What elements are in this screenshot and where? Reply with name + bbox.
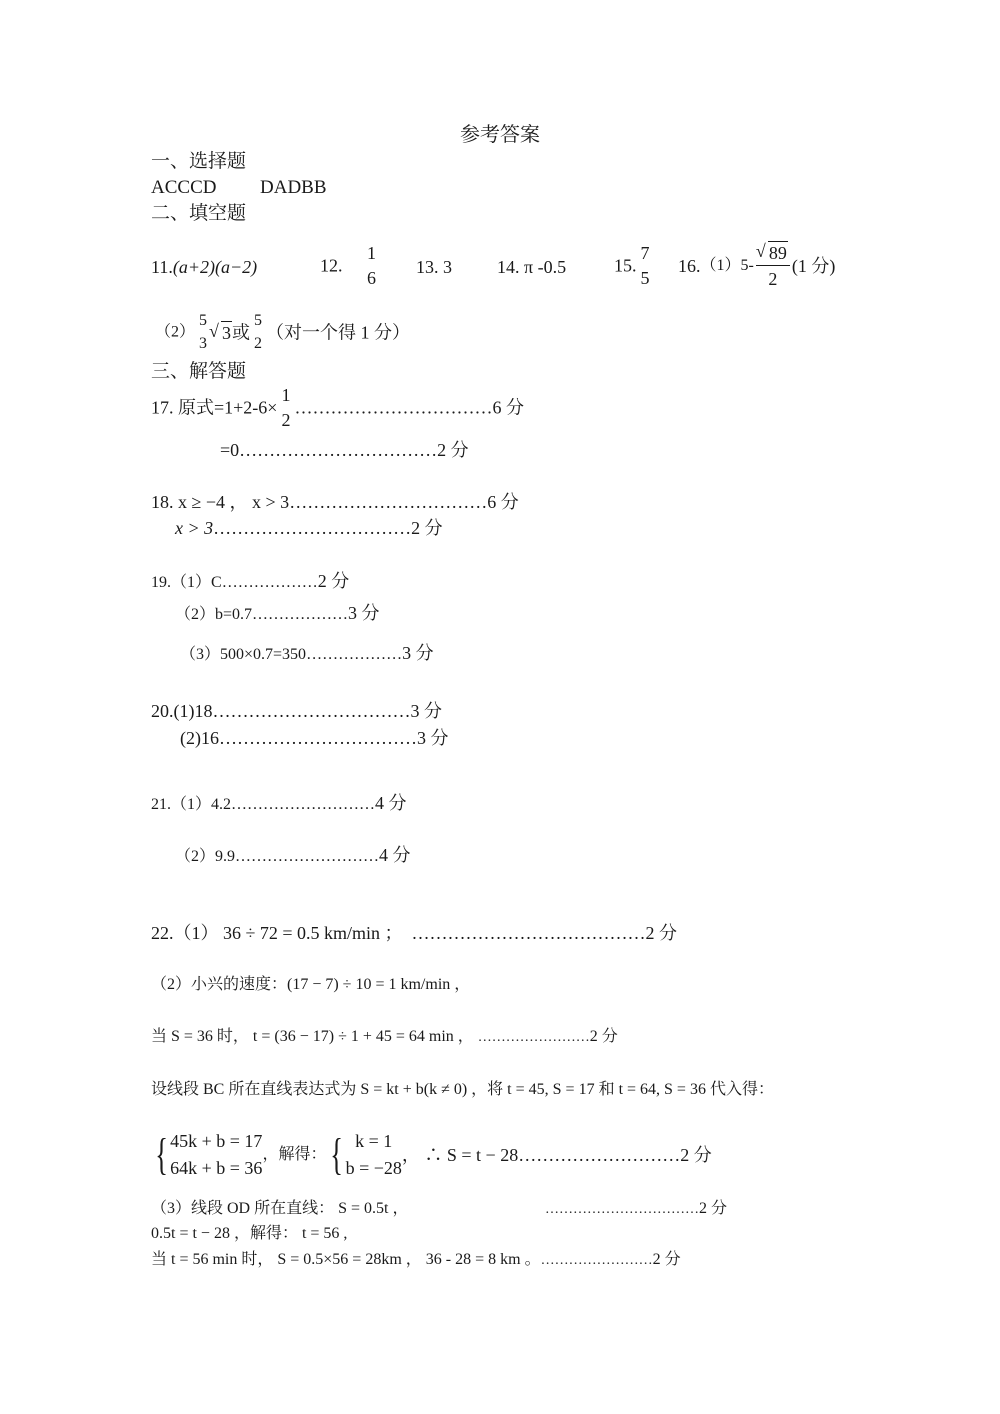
answer-q22-part2-speed: （2）小兴的速度：(17 − 7) ÷ 10 = 1 km/min ，	[151, 976, 471, 993]
q20-part2-answer: (2)16	[180, 728, 219, 748]
q16-part1-prefix: 5-	[740, 257, 754, 274]
q16-part2-sqrt	[211, 324, 232, 342]
q20-part1-score: 3 分	[410, 701, 442, 721]
q18-line2-dots: ……………………………	[213, 518, 412, 538]
q16-label: 16.	[678, 256, 701, 276]
q12-denominator: 6	[367, 268, 376, 288]
q18-line1-expression: 18. x ≥ −4 ， x > 3	[151, 492, 290, 512]
q22-part3-expression: （3）线段 OD 所在直线： S = 0.5t ，	[151, 1200, 409, 1217]
q17-line2-dots: ……………………………	[239, 440, 438, 460]
q22-solution-k: k = 1	[355, 1131, 393, 1151]
answer-q15	[614, 244, 654, 287]
q20-part1-dots: ……………………………	[212, 701, 411, 721]
q19-part2-score: 3 分	[348, 603, 380, 623]
q19-part2-dots: ………………	[252, 606, 349, 623]
q21-part1-answer: 21.（1）4.2	[151, 796, 232, 813]
q19-part3-dots: ………………	[306, 646, 403, 663]
q14-label: 14.	[497, 257, 520, 277]
q22-system-eq1: 45k + b = 17	[170, 1131, 263, 1151]
q21-part1-dots: ………………………	[231, 796, 376, 813]
q19-part3-answer: （3）500×0.7=350	[180, 646, 307, 663]
q20-part2-score: 3 分	[417, 728, 449, 748]
q18-line2-score: 2 分	[411, 518, 443, 538]
answer-q16-part2	[155, 313, 410, 352]
q21-part2-answer: （2）9.9	[175, 848, 236, 865]
q16-part2-label: （2）	[155, 323, 196, 341]
answer-q22-part2-system	[151, 1128, 712, 1182]
q19-part2-answer: （2）b=0.7	[175, 606, 253, 623]
q12-fraction	[365, 244, 378, 287]
q22-solution-b: b = −28	[345, 1158, 402, 1178]
left-brace-icon: {	[330, 1130, 344, 1179]
answer-q18-line1	[151, 493, 519, 511]
q22-part1-answer: 22.（1） 36 ÷ 72 = 0.5 km/min ；	[151, 923, 403, 943]
q13-answer: 3	[443, 257, 452, 277]
q22-part3-result-score: 2 分	[652, 1251, 681, 1268]
q22-equation-system	[170, 1128, 262, 1182]
q16-part1-denominator: 2	[768, 269, 778, 289]
q16-part2-note: （对一个得 1 分）	[266, 322, 411, 343]
q17-line1-score: 6 分	[492, 397, 524, 418]
q11-answer: (a+2)(a−2)	[172, 257, 258, 277]
q22-part2-time-score: 2 分	[589, 1028, 618, 1045]
q16-part1-label: （1）	[700, 257, 741, 274]
answer-q22-part1	[151, 924, 677, 942]
q16-part2-fraction1-denominator: 3	[199, 335, 208, 352]
q21-part1-score: 4 分	[375, 793, 407, 813]
q11-label: 11.	[151, 257, 173, 277]
answer-q21-part2	[175, 846, 411, 865]
q22-result-score: 2 分	[680, 1145, 712, 1165]
answer-q14	[497, 258, 566, 276]
answer-q20-part2	[180, 729, 449, 747]
q17-denominator: 2	[281, 410, 291, 430]
q15-label: 15.	[614, 255, 637, 276]
answer-q20-part1	[151, 702, 442, 720]
q22-part3-result-expression: 当 t = 56 min 时， S = 0.5×56 = 28km ， 36 - 28 = 8 km 。	[151, 1251, 541, 1268]
q17-numerator: 1	[281, 385, 291, 405]
q15-numerator: 7	[640, 243, 650, 263]
q16-part2-fraction1-numerator: 5	[199, 312, 208, 329]
q20-part2-dots: ……………………………	[219, 728, 417, 748]
answer-q22-part2-time	[151, 1029, 618, 1045]
q17-line1-expression: 17. 原式=1+2-6×	[151, 397, 278, 418]
q13-label: 13.	[416, 257, 439, 277]
q16-part2-radicand: 3	[222, 322, 232, 343]
q22-part3-score-value: 2 分	[699, 1200, 728, 1217]
q18-line2-expression: x > 3	[175, 518, 214, 538]
answer-q19-part3	[180, 644, 434, 663]
answer-q12	[320, 244, 380, 287]
q14-answer: π -0.5	[524, 257, 567, 277]
q15-fraction	[639, 244, 652, 287]
q12-numerator: 1	[367, 243, 376, 263]
q16-part1-score: (1 分)	[791, 256, 836, 276]
answer-q22-part3-solve: 0.5t = t − 28 ，解得： t = 56 ,	[151, 1225, 348, 1242]
answer-q21-part1	[151, 794, 407, 813]
q15-denominator: 5	[640, 268, 650, 288]
answer-q22-part3-result	[151, 1252, 681, 1268]
answer-q22-part2-setup: 设线段 BC 所在直线表达式为 S = kt + b(k ≠ 0) ，将 t = 45, S = 17 和 t = 64, S = 36 代入得：	[151, 1081, 774, 1098]
q22-part1-dots: …………………………………	[411, 923, 646, 943]
page-title: 参考答案	[460, 124, 540, 146]
answer-q11	[151, 258, 257, 276]
q22-solve-word: ，解得：	[262, 1146, 327, 1163]
q17-fraction	[279, 386, 292, 429]
q19-part1-answer: 19.（1）C	[151, 574, 222, 591]
q21-part2-dots: ………………………	[235, 848, 380, 865]
choice-answers-1-5: ACCCD	[151, 177, 217, 198]
answer-q19-part1	[151, 572, 349, 591]
q12-label: 12.	[320, 255, 343, 276]
q16-part2-fraction2-numerator: 5	[254, 312, 263, 329]
answer-q17-line2	[220, 441, 469, 459]
section-heading-fill: 二、填空题	[151, 203, 247, 224]
q22-result-dots: ………………………	[518, 1145, 681, 1165]
q19-part1-dots: ………………	[221, 574, 318, 591]
q18-line1-score: 6 分	[487, 492, 519, 512]
q16-part2-fraction2	[252, 313, 264, 352]
q17-line2-score: 2 分	[437, 440, 469, 460]
q16-part2-fraction1	[197, 313, 209, 352]
q21-part2-score: 4 分	[379, 845, 411, 865]
left-brace-icon: {	[155, 1130, 168, 1179]
q17-line1-dots: ……………………………	[294, 397, 493, 418]
answer-q22-part3-score	[545, 1201, 727, 1217]
answer-q17-line1	[151, 386, 524, 429]
q22-part2-time-expression: 当 S = 36 时， t = (36 − 17) ÷ 1 + 45 = 64 min ，	[151, 1028, 474, 1045]
answer-q13	[416, 258, 452, 276]
q16-part1-radicand: 89	[768, 243, 787, 263]
q22-part1-score: 2 分	[645, 923, 678, 943]
answer-q19-part2	[175, 604, 380, 623]
q19-part3-score: 3 分	[402, 643, 434, 663]
q17-line2-expression: =0	[220, 440, 240, 460]
answer-q18-line2	[175, 519, 443, 537]
q22-result-expression: ， ∴ S = t − 28	[401, 1145, 519, 1165]
q22-system-eq2: 64k + b = 36	[170, 1158, 263, 1178]
choice-answers-6-10: DADBB	[260, 177, 327, 198]
section-heading-solve: 三、解答题	[151, 361, 247, 382]
answer-q22-part3-line	[151, 1201, 408, 1217]
q22-part3-dots: ……………………………	[545, 1202, 699, 1217]
q18-line1-dots: ……………………………	[289, 492, 488, 512]
q16-part2-or: 或	[232, 322, 251, 343]
q22-part2-time-dots: ……………………	[477, 1030, 590, 1045]
q16-part2-fraction2-denominator: 2	[254, 335, 263, 352]
q22-solution-system	[346, 1128, 402, 1182]
q16-part1-fraction	[756, 244, 790, 288]
q22-part3-result-dots: ……………………	[540, 1253, 653, 1268]
q19-part1-score: 2 分	[317, 571, 350, 591]
section-heading-choice: 一、选择题	[151, 151, 247, 172]
q20-part1-answer: 20.(1)18	[151, 701, 213, 721]
answer-q16-part1	[678, 244, 835, 288]
